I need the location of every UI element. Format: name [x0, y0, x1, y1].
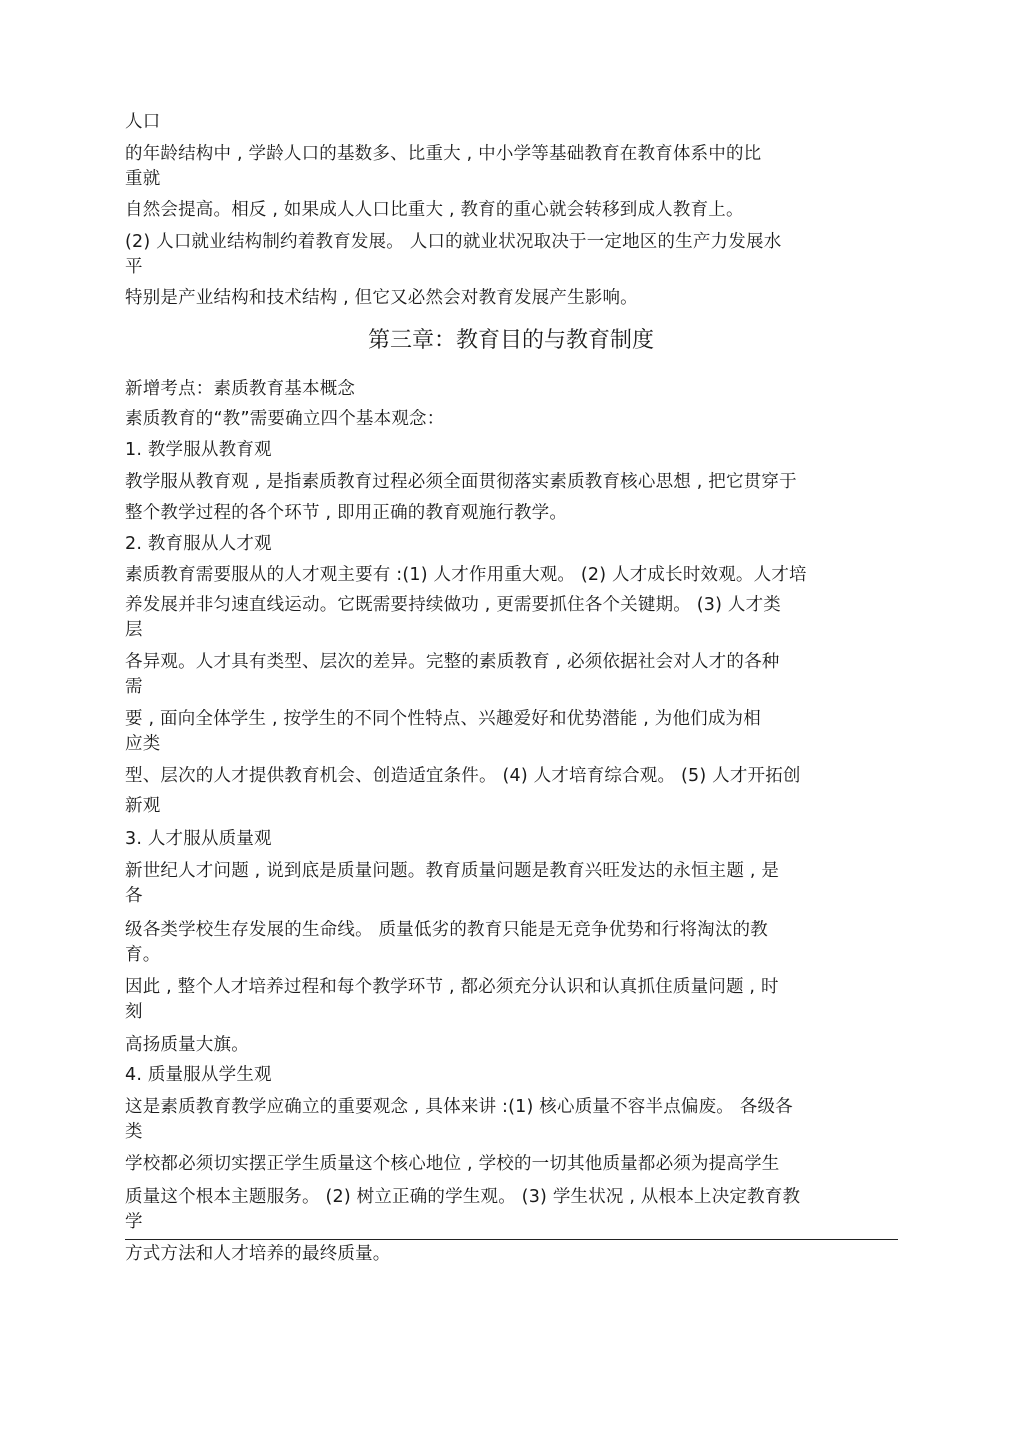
text-line: 人口 — [125, 112, 161, 132]
text-line: 素质教育的“教”需要确立四个基本观念： — [125, 409, 445, 429]
text-line: 级各类学校生存发展的生命线。 质量低劣的教育只能是无竞争优势和行将淘汰的教 — [125, 920, 768, 940]
text-line: 因此 , 整个人才培养过程和每个教学环节 , 都必须充分认识和认真抓住质量问题 , 时 — [125, 977, 779, 997]
text-line: 新世纪人才问题 , 说到底是质量问题。教育质量问题是教育兴旺发达的永恒主题 , 是 — [125, 861, 780, 881]
text-line: 这是素质教育教学应确立的重要观念 , 具体来讲 :(1) 核心质量不容半点偏废。 各级各 — [125, 1097, 793, 1117]
text-line: 1. 教学服从教育观 — [125, 440, 272, 460]
text-line: 整个教学过程的各个环节 , 即用正确的教育观施行教学。 — [125, 503, 568, 523]
text-line: 4. 质量服从学生观 — [125, 1065, 272, 1085]
text-line: 自然会提高。相反 , 如果成人人口比重大 , 教育的重心就会转移到成人教育上。 — [125, 200, 744, 220]
text-line: 新观 — [125, 796, 161, 816]
text-line: 层 — [125, 620, 143, 640]
text-line: 学校都必须切实摆正学生质量这个核心地位 , 学校的一切其他质量都必须为提高学生 — [125, 1154, 780, 1174]
text-line: 类 — [125, 1122, 143, 1142]
text-line: (2) 人口就业结构制约着教育发展。 人口的就业状况取决于一定地区的生产力发展水 — [125, 232, 782, 252]
text-line: 各 — [125, 886, 143, 906]
text-line: 各异观。人才具有类型、层次的差异。完整的素质教育 , 必须依据社会对人才的各种 — [125, 652, 780, 672]
text-line: 素质教育需要服从的人才观主要有 :(1) 人才作用重大观。 (2) 人才成长时效观。人才培 — [125, 565, 807, 585]
text-line: 学 — [125, 1212, 143, 1232]
text-line: 3. 人才服从质量观 — [125, 829, 272, 849]
text-line: 2. 教育服从人才观 — [125, 534, 272, 554]
text-line: 的年龄结构中 , 学龄人口的基数多、比重大 , 中小学等基础教育在教育体系中的比 — [125, 144, 762, 164]
text-line: 养发展并非匀速直线运动。它既需要持续做功 , 更需要抓住各个关键期。 (3) 人才类 — [125, 595, 781, 615]
text-line: 要 , 面向全体学生 , 按学生的不同个性特点、兴趣爱好和优势潜能 , 为他们成为相 — [125, 709, 761, 729]
text-line: 平 — [125, 257, 143, 277]
text-line: 育。 — [125, 945, 161, 965]
text-line: 方式方法和人才培养的最终质量。 — [125, 1244, 391, 1264]
text-line: 刻 — [125, 1002, 143, 1022]
text-line: 新增考点：素质教育基本概念 — [125, 379, 356, 399]
text-line: 教学服从教育观 , 是指素质教育过程必须全面贯彻落实素质教育核心思想 , 把它贯穿于 — [125, 472, 797, 492]
text-line: 高扬质量大旗。 — [125, 1035, 249, 1055]
text-line: 型、层次的人才提供教育机会、创造适宜条件。 (4) 人才培育综合观。 (5) 人才开拓创 — [125, 766, 801, 786]
text-line: 质量这个根本主题服务。 (2) 树立正确的学生观。 (3) 学生状况 , 从根本上决定教育教 — [125, 1187, 801, 1207]
text-line: 应类 — [125, 734, 161, 754]
text-line: 需 — [125, 677, 143, 697]
text-line: 重就 — [125, 169, 161, 189]
document-page — [125, 0, 900, 1450]
horizontal-rule — [125, 1239, 898, 1240]
text-line: 特别是产业结构和技术结构 , 但它又必然会对教育发展产生影响。 — [125, 288, 638, 308]
chapter-title: 第三章：教育目的与教育制度 — [367, 328, 654, 353]
